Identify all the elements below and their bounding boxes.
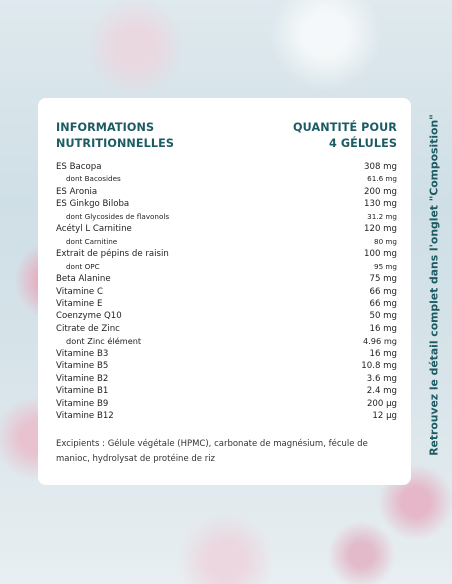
nutrient-value: 100 mg <box>364 249 397 260</box>
nutrient-name: Vitamine C <box>56 286 103 297</box>
header-right-line1: QUANTITÉ POUR <box>293 121 397 134</box>
nutrient-name: Vitamine B2 <box>56 373 109 384</box>
table-row <box>56 286 397 298</box>
header-right-line2: 4 GÉLULES <box>328 136 397 150</box>
nutrient-value: 50 mg <box>369 311 397 322</box>
nutrient-value: 308 mg <box>364 162 397 172</box>
table-row <box>56 173 397 185</box>
header-right <box>293 120 397 151</box>
nutrient-name: ES Aronia <box>56 186 98 197</box>
table-row <box>56 348 397 360</box>
table-row <box>56 211 397 223</box>
nutrient-name: Vitamine B12 <box>56 411 114 422</box>
nutrient-name: Extrait de pépins de raisin <box>56 249 169 260</box>
table-row <box>56 223 397 235</box>
excipients-text: Excipients : Gélule végétale (HPMC), carbonate de magnésium, fécule de manioc, hydrolysat de protéine de riz <box>56 438 368 464</box>
nutrient-name: Vitamine B3 <box>56 348 109 359</box>
table-row <box>56 273 397 285</box>
nutrient-name: Acétyl L Carnitine <box>56 224 132 235</box>
nutrient-name: Coenzyme Q10 <box>56 311 122 322</box>
header-left-line1: INFORMATIONS <box>56 121 155 134</box>
table-row <box>56 398 397 410</box>
table-row <box>56 323 397 335</box>
nutrient-name: Vitamine B5 <box>56 361 109 372</box>
nutrient-value: 75 mg <box>369 274 397 285</box>
nutrient-name: dont OPC <box>66 261 100 271</box>
nutrient-value: 66 mg <box>369 286 397 297</box>
nutrient-value: 66 mg <box>369 298 397 309</box>
nutrient-name: Beta Alanine <box>56 274 111 285</box>
nutrition-panel <box>38 98 411 485</box>
table-row <box>56 360 397 372</box>
nutrient-value: 4.96 mg <box>362 336 397 347</box>
nutrient-value: 2.4 mg <box>366 386 397 397</box>
nutrient-value: 16 mg <box>369 348 397 359</box>
nutrient-name: Citrate de Zinc <box>56 323 120 334</box>
side-note-text: Retrouvez le détail complet dans l'onglet "Composition" <box>427 114 441 456</box>
table-row <box>56 161 397 173</box>
nutrient-name: dont Zinc élément <box>66 336 142 347</box>
header-left-line2: NUTRITIONNELLES <box>56 136 174 150</box>
table-row <box>56 186 397 198</box>
nutrient-list <box>56 161 397 423</box>
nutrient-value: 120 mg <box>364 224 397 235</box>
table-row <box>56 310 397 322</box>
nutrient-value: 31.2 mg <box>367 211 397 221</box>
table-header <box>56 120 397 151</box>
nutrient-name: dont Bacosides <box>66 174 121 184</box>
nutrient-name: Vitamine B1 <box>56 386 109 397</box>
nutrient-name: Vitamine E <box>56 298 103 309</box>
nutrient-value: 61.6 mg <box>367 174 397 184</box>
nutrient-name: Vitamine B9 <box>56 398 109 409</box>
table-row <box>56 198 397 210</box>
nutrient-value: 16 mg <box>369 323 397 334</box>
table-row <box>56 373 397 385</box>
header-left <box>56 120 174 151</box>
table-row <box>56 410 397 422</box>
nutrient-value: 12 µg <box>372 411 397 422</box>
table-row <box>56 385 397 397</box>
nutrient-value: 200 mg <box>364 186 397 197</box>
nutrient-name: ES Bacopa <box>56 162 102 172</box>
nutrient-value: 10.8 mg <box>361 361 397 372</box>
table-row <box>56 261 397 273</box>
nutrient-value: 3.6 mg <box>366 373 397 384</box>
table-row <box>56 298 397 310</box>
nutrient-value: 130 mg <box>364 199 397 210</box>
nutrient-name: dont Glycosides de flavonols <box>66 211 170 221</box>
table-row <box>56 236 397 248</box>
nutrient-name: dont Carnitine <box>66 236 118 246</box>
nutrient-name: ES Ginkgo Biloba <box>56 199 130 210</box>
nutrient-value: 200 µg <box>366 398 397 409</box>
table-row <box>56 248 397 260</box>
nutrient-value: 80 mg <box>374 236 397 246</box>
table-row <box>56 335 397 347</box>
nutrient-value: 95 mg <box>374 261 397 271</box>
